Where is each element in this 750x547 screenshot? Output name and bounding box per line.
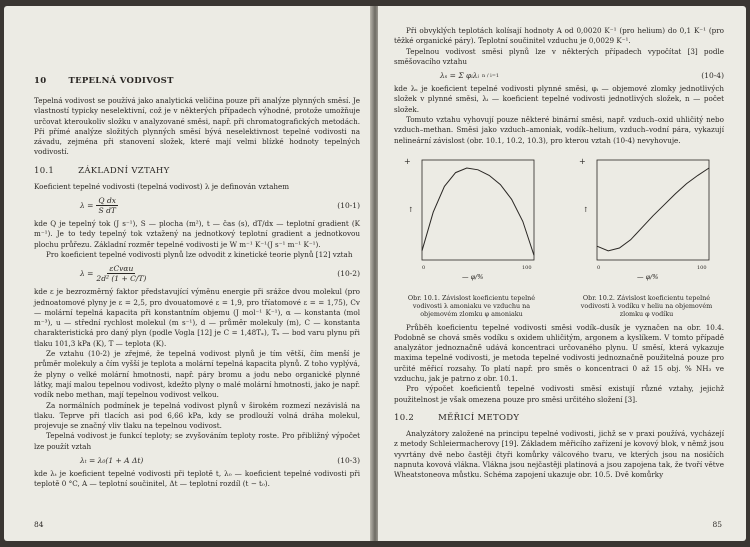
paragraph: kde λₛ je koeficient tepelné vodivosti plynné směsi, φᵢ — objemové zlomky jednotlivých složek v plynné směsi, λᵢ — koeficient tepelné vodivosti jednotlivých složek, n — počet složek. <box>394 84 724 114</box>
page-number: 85 <box>712 520 722 529</box>
y-axis-symbol: ↑ <box>583 205 589 214</box>
sum-limits: n / i=1 <box>482 72 500 79</box>
paragraph: Pro koeficient tepelné vodivosti plynů lze odvodit z kinetické teorie plynů [12] vztah <box>46 249 353 259</box>
figure-10-2 <box>569 152 724 319</box>
equation-number: (10-1) <box>337 201 360 211</box>
chart-amoniak <box>394 152 549 292</box>
plus-marker: + <box>404 156 411 166</box>
x-tick-100: 100 <box>697 264 707 271</box>
paragraph: Tomuto vztahu vyhovují pouze některé binární směsi, např. vzduch–oxid uhličitý nebo vzduch–methan. Směsi jako vzduch–amoniak, vodík–helium, vzduch–vodní pára, vykazují nelineární závislost (obr. 10.1, 10.2, 10.3), pro kterou vztah (10-4) nevyhovuje. <box>394 115 724 145</box>
equation-number: (10-2) <box>337 269 360 279</box>
figure-caption: Obr. 10.1. Závislost koeficientu tepelné vodivosti λ amoniaku ve vzduchu na objemovém zlomku φ amoniaku <box>407 293 536 319</box>
x-tick-100: 100 <box>522 264 532 271</box>
subsection-number: 10.1 <box>34 165 55 176</box>
equation-10-3 <box>34 456 360 465</box>
equation-number: (10-4) <box>701 71 724 81</box>
paragraph: Při obvyklých teplotách kolísají hodnoty A od 0,0020 K⁻¹ (pro helium) do 0,1 K⁻¹ (pro těžké organické páry). Teplotní součinitel vzduchu je 0,0029 K⁻¹. <box>394 26 724 46</box>
numerator: Q dx <box>98 196 116 206</box>
paragraph: Průběh koeficientu tepelné vodivosti směsi vodík–dusík je vyznačen na obr. 10.4. Podobně se chová směs vodíku s oxidem uhličitým, argonem a kyslíkem. V tomto případě analyzátor jednoznačně udává koncentraci určovaného plynu. U směsí, která vykazuje maxima tepelné vodivosti, je metoda tepelné vodivosti jednoznačně použitelná pouze pro určité měřicí rozsahy. To platí např. pro směs o koncentraci 0 až 15 obj. % NH₃ ve vzduchu, jak je patrno z obr. 10.1. <box>394 322 724 384</box>
equation-body: λₜ = λ₀(1 + A Δt) <box>80 456 144 466</box>
section-heading <box>34 76 360 86</box>
figure-10-1 <box>394 152 549 319</box>
section-number: 10 <box>34 76 47 86</box>
subsection-heading <box>34 166 360 176</box>
plot-frame <box>597 160 709 260</box>
paragraph: kde Q je tepelný tok (J s⁻¹), S — plocha (m²), t — čas (s), dT/dx — teplotní gradient (K m⁻¹). Je to tedy tepelný tok vztažený na jednotkový teplotní gradient a jednotkovou plochu průřezu. Základní rozměr tepelné vodivosti je W m⁻¹ K⁻¹(J s⁻¹ m⁻¹ K⁻¹). <box>34 219 360 249</box>
subsection-heading <box>394 413 724 423</box>
equation-10-2 <box>34 264 360 283</box>
equation-lhs: λ = <box>80 201 94 211</box>
figures-row <box>394 152 724 319</box>
denominator: 2d² (1 + C/T) <box>96 274 147 284</box>
plus-marker: + <box>579 156 586 166</box>
paragraph: Tepelná vodivost je funkcí teploty; se zvyšováním teploty roste. Pro přibližný výpočet lze použít vztah <box>34 431 360 451</box>
y-axis-symbol: ↑ <box>408 205 414 214</box>
fraction <box>96 264 146 283</box>
fraction <box>96 196 118 215</box>
x-tick-0: 0 <box>422 264 426 271</box>
paragraph: kde ε je bezrozměrný faktor představující výměnu energie při srážce dvou molekul (pro jednoatomové plyny je ε = 2,5, pro dvouatomové ε = 1,9, pro tříatomové ε = = 1,75), Cv — molární tepelná kapacita při konstantním objemu (J mol⁻¹ K⁻¹), α — konstanta (mol m⁻³), u — střední rychlost molekul (m s⁻¹), d — průměr molekuly (m), C — konstanta charakteristická pro daný plyn (podle Vogla [12] je C = 1,48Tₓ), Tₓ — bod varu plynu při tlaku 101,3 kPa (K), T — teplota (K). <box>34 287 360 348</box>
denominator: S dT <box>98 206 116 216</box>
data-line <box>422 168 534 255</box>
left-page <box>4 6 372 541</box>
paragraph: Za normálních podmínek je tepelná vodivost plynů v širokém rozmezí nezávislá na tlaku. Teprve při tlacích asi pod 6,66 kPa, kdy se prodlouží volná dráha molekul, projevuje se značný vliv tlaku na tepelnou vodivost. <box>34 400 360 431</box>
equation-number: (10-3) <box>337 456 360 466</box>
subsection-number: 10.2 <box>394 412 415 423</box>
equation-body: λₛ = Σ φᵢλᵢ <box>440 71 480 81</box>
page-number: 84 <box>34 520 44 529</box>
equation-10-1 <box>34 196 360 215</box>
section-title: TEPELNÁ VODIVOST <box>68 76 174 86</box>
subsection-title: MĚŘICÍ METODY <box>438 412 520 423</box>
paragraph: Analyzátory založené na principu tepelné vodivosti, jichž se v praxi používá, vycházejí z metody Schleiermacherovy [19]. Základem měřicího zařízení je kovový blok, v němž jsou vyvrtány dvě nebo častěji čtyři komůrky válcového tvaru, ve kterých jsou na nosičích napnuta kovová vlákna. Vlákna jsou nejčastěji platinová a jsou zapojena tak, že tvoří větve Wheatstoneova můstku. Schéma zapojení ukazuje obr. 10.5. Dvě komůrky <box>394 428 724 480</box>
paragraph: Tepelnou vodivost směsi plynů lze v některých případech vypočítat [3] podle směšovacího vztahu <box>394 46 724 66</box>
data-line <box>597 168 709 251</box>
subsection-title: ZÁKLADNÍ VZTAHY <box>78 165 170 176</box>
figure-caption: Obr. 10.2. Závislost koeficientu tepelné vodivosti λ vodíku v heliu na objemovém zlomku φ vodíku <box>580 293 713 319</box>
paragraph: Pro výpočet koeficientů tepelné vodivosti směsí existují různé vztahy, jejichž použitelnost je však omezena pouze pro směsi určitého složení [3]. <box>394 384 724 404</box>
equation-lhs: λ = <box>80 269 94 279</box>
x-axis-label: — φ/% <box>637 272 659 281</box>
numerator: εCvαu <box>109 264 134 274</box>
equation-10-4 <box>394 71 724 80</box>
paragraph: Koeficient tepelné vodivosti (tepelná vodivost) λ je definován vztahem <box>34 181 290 191</box>
x-tick-0: 0 <box>597 264 601 271</box>
chart-vodik-helium <box>569 152 724 292</box>
paragraph: Ze vztahu (10-2) je zřejmé, že tepelná vodivost plynů je tím větší, čím menší je průměr molekuly a čím vyšší je teplota a molární tepelná kapacita plynů. Z toho vyplývá, že plyny o velké molární hmotnosti, např. páry bromu a jodu nebo organické plynné látky, mají malou tepelnou vodivost, kdežto plyny o malé molární hmotnosti, jako je např. vodík nebo methan, mají tepelnou vodivost velkou. <box>34 349 360 400</box>
x-axis-label: — φ/% <box>462 272 484 281</box>
paragraph: kde λₜ je koeficient tepelné vodivosti při teplotě t, λ₀ — koeficient tepelné vodivosti při teplotě 0 °C, A — teplotní součinitel, Δt — teplotní rozdíl (t − t₀). <box>34 469 360 489</box>
intro-paragraph: Tepelná vodivost se používá jako analytická veličina pouze při analýze plynných směsí. Je vlastností typicky neselektivní, což je v některých případech výhodné, protože umožňuje určovat kteroukoliv složku v analyzované směsi, např. při chromatografických metodách. Při přímé analýze složitých plynných směsí bývá neselektivnost tepelné vodivosti na závadu, zejména při stanovení složek, které mají velmi blízké hodnoty tepelných vodivostí. <box>34 96 360 157</box>
right-page <box>378 6 746 541</box>
